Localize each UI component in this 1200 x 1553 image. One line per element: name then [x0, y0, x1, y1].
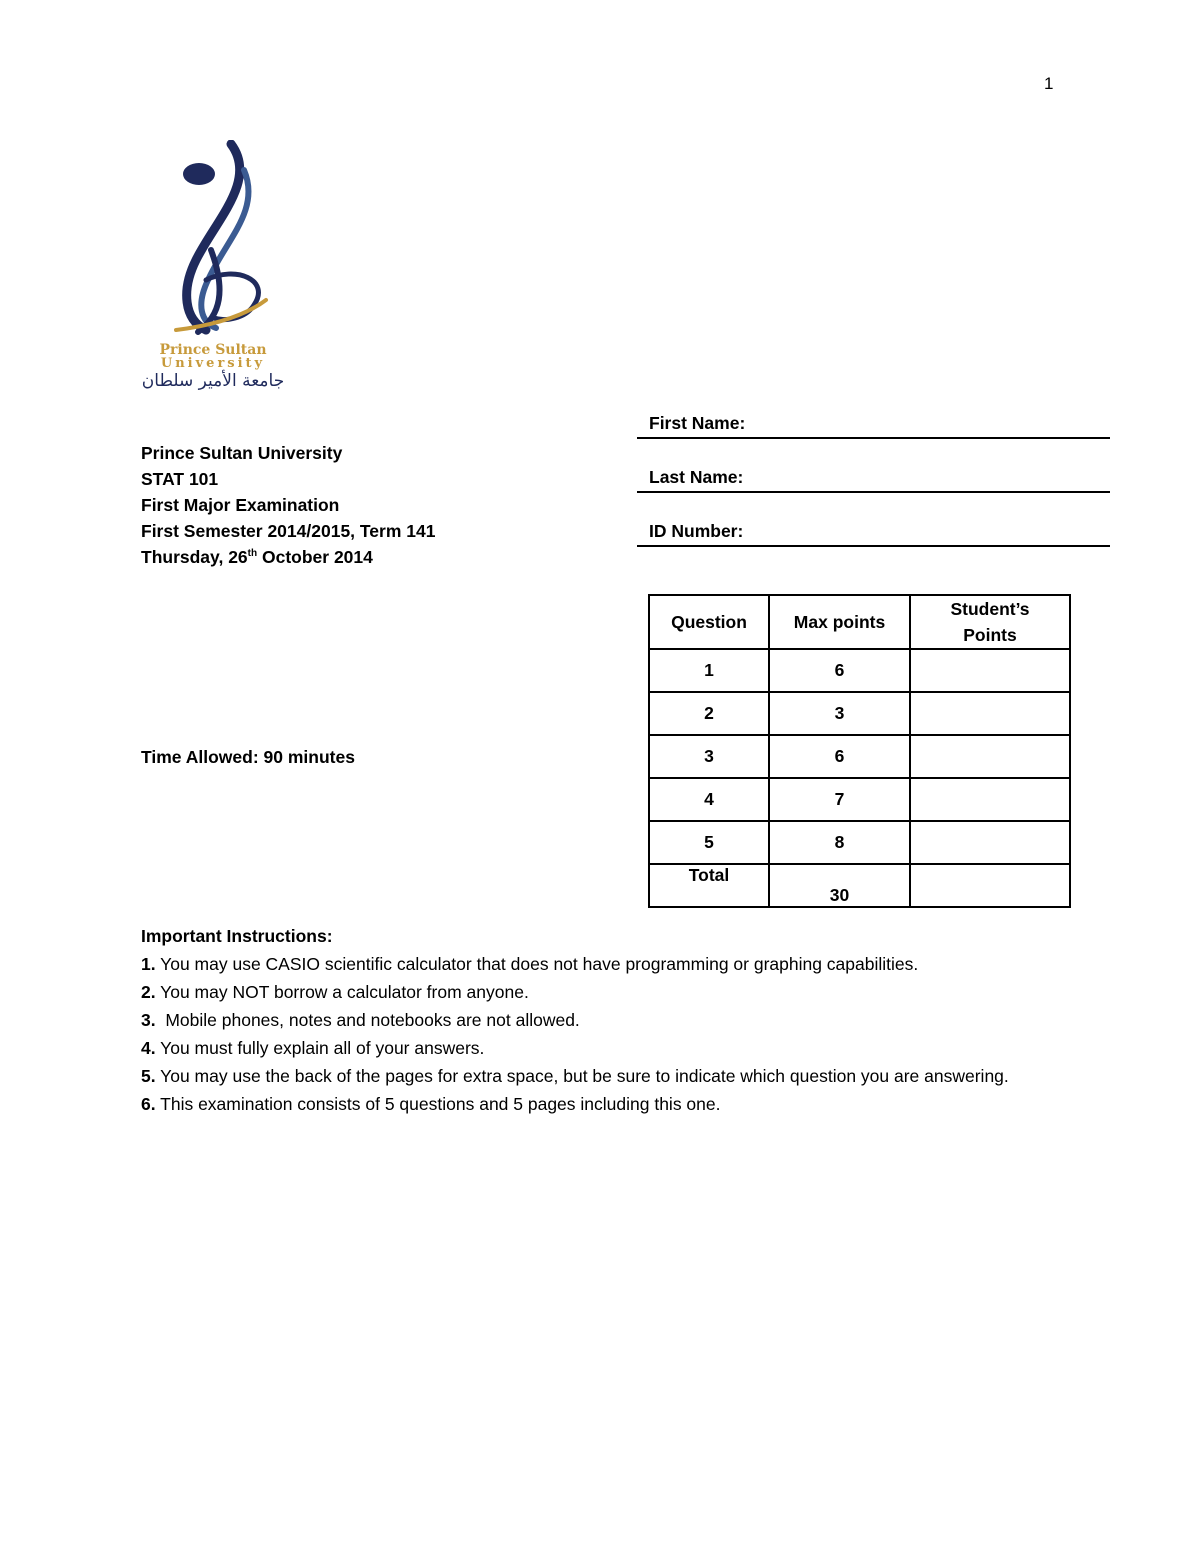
instruction-text: You may use the back of the pages for extra space, but be sure to indicate which question you are answering.: [155, 1066, 1009, 1086]
student-points-cell[interactable]: [910, 821, 1070, 864]
time-allowed: Time Allowed: 90 minutes: [141, 747, 355, 767]
exam-title: First Major Examination: [141, 495, 340, 515]
score-table: [648, 594, 1071, 908]
student-points-cell[interactable]: [910, 735, 1070, 778]
student-points-cell[interactable]: [910, 778, 1070, 821]
instruction-text: You must fully explain all of your answers.: [155, 1038, 485, 1058]
max-points: 7: [769, 778, 910, 821]
header-max-points: Max points: [769, 595, 910, 649]
logo-graphic: [136, 140, 291, 390]
instruction-number: 2.: [141, 982, 156, 1002]
instruction-number: 3.: [141, 1010, 156, 1030]
instruction-item: [141, 978, 1041, 1006]
table-row: [649, 649, 1070, 692]
instructions: [141, 922, 1041, 1118]
course-code: STAT 101: [141, 469, 219, 489]
instruction-number: 6.: [141, 1094, 156, 1114]
logo-name-line1: Prince Sultan: [159, 342, 267, 358]
score-table-header: [649, 595, 1070, 649]
instruction-number: 5.: [141, 1066, 156, 1086]
table-row: [649, 692, 1070, 735]
instruction-number: 4.: [141, 1038, 156, 1058]
instruction-item: [141, 1090, 1041, 1118]
id-number-field[interactable]: [637, 520, 1110, 547]
university-name: Prince Sultan University: [141, 443, 343, 463]
last-name-field[interactable]: [637, 466, 1110, 493]
instructions-heading: Important Instructions:: [141, 926, 333, 946]
exam-date: [141, 544, 435, 570]
logo-name-line2: University: [160, 356, 266, 371]
question-number: 2: [649, 692, 769, 735]
question-number: 5: [649, 821, 769, 864]
table-row: [649, 735, 1070, 778]
exam-date-suffix: th: [247, 548, 258, 560]
student-points-cell[interactable]: [910, 649, 1070, 692]
last-name-label: Last Name:: [649, 467, 744, 487]
instruction-item: [141, 950, 1041, 978]
max-points: 8: [769, 821, 910, 864]
page-number: 1: [1044, 74, 1054, 93]
table-row: [649, 821, 1070, 864]
instruction-item: [141, 1062, 1041, 1090]
max-points: 6: [769, 649, 910, 692]
instruction-text: Mobile phones, notes and notebooks are not allowed.: [155, 1010, 580, 1030]
instruction-item: [141, 1006, 1041, 1034]
question-number: 3: [649, 735, 769, 778]
total-max-points: 30: [769, 864, 910, 907]
instruction-text: You may NOT borrow a calculator from anyone.: [155, 982, 529, 1002]
first-name-label: First Name:: [649, 413, 746, 433]
total-row: [649, 864, 1070, 907]
exam-date-rest: October 2014: [257, 547, 373, 567]
max-points: 3: [769, 692, 910, 735]
instruction-text: You may use CASIO scientific calculator that does not have programming or graphing capabilities.: [155, 954, 919, 974]
header-student-points: Student’s Points: [910, 595, 1070, 649]
student-fields: [637, 412, 1110, 574]
instruction-number: 1.: [141, 954, 156, 974]
id-number-label: ID Number:: [649, 521, 744, 541]
instruction-item: [141, 1034, 1041, 1062]
semester-info: First Semester 2014/2015, Term 141: [141, 521, 436, 541]
logo-arabic-name: جامعة الأمير سلطان: [141, 371, 285, 390]
max-points: 6: [769, 735, 910, 778]
header-question: Question: [649, 595, 769, 649]
table-row: [649, 778, 1070, 821]
instruction-text: This examination consists of 5 questions and 5 pages including this one.: [155, 1094, 721, 1114]
first-name-field[interactable]: [637, 412, 1110, 439]
exam-date-prefix: Thursday, 26: [141, 547, 248, 567]
question-number: 4: [649, 778, 769, 821]
university-logo: [136, 140, 291, 390]
logo-dot: [183, 163, 215, 185]
total-student-points-cell[interactable]: [910, 864, 1070, 907]
question-number: 1: [649, 649, 769, 692]
exam-header-info: [141, 440, 435, 570]
student-points-cell[interactable]: [910, 692, 1070, 735]
total-label: Total: [649, 864, 769, 907]
